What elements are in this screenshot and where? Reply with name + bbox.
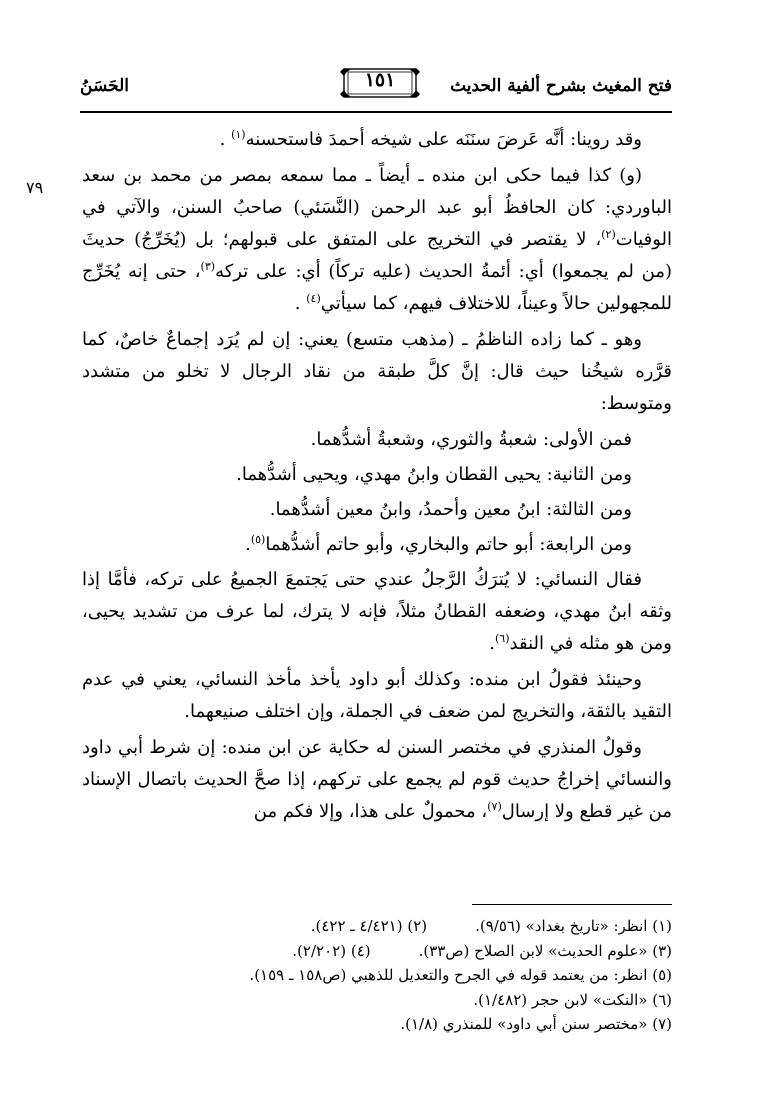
footnote: (٧) «مختصر سنن أبي داود» للمنذري (١/٨). xyxy=(400,1015,672,1033)
paragraph: ومن الثالثة: ابنُ معين وأحمدُ، وابنُ معين أشدُّهما. xyxy=(269,499,632,520)
page-number-frame xyxy=(338,66,422,100)
footnote-ref: (٥) xyxy=(250,533,266,546)
page-number: ١٥١ xyxy=(364,69,396,91)
section-title: الحَسَنُ xyxy=(80,76,129,96)
paragraph: ومن الثانية: يحيى القطان وابنُ مهدي، ويحيى أشدُّهما. xyxy=(236,464,632,485)
footnote-line xyxy=(90,939,672,964)
paragraph: وحينئذ فقولُ ابن منده: وكذلك أبو داود يأخذ مأخذ النسائي، يعني في عدم التقيد بالثقة، والتخريج لمن ضعف في الجملة، وإن اختلف صنيعهما. xyxy=(82,669,672,722)
footnote: (١) انظر: «تاريخ بغداد» (٩/٥٦). xyxy=(475,917,672,935)
margin-number: ٧٩ xyxy=(26,178,44,197)
paragraph: فقال النسائي: لا يُترَكُ الرَّجلُ عندي حتى يَجتمعَ الجميعُ على تركه، فأمَّا إذا وثقه ابنُ مهدي، وضعفه القطانُ مثلاً، فإنه لا يترك، لما عرف من تشديد يحيى، ومن هو مثله في النقد$^{(٦)}$. xyxy=(82,569,672,654)
footnote: (٤) (٢/٢٠٢). xyxy=(292,941,371,960)
book-title: فتح المغيث بشرح ألفية الحديث xyxy=(450,76,672,96)
footnote: (٦) «النكت» لابن حجر (١/٤٨٢). xyxy=(473,990,672,1009)
footnote: (٥) انظر: من يعتمد قوله في الجرح والتعديل للذهبي (ص١٥٨ ـ ١٥٩). xyxy=(249,966,672,984)
footnote-divider xyxy=(472,904,672,905)
footnote-ref: (٦) xyxy=(495,632,510,645)
footnote: (٢) (٤/٤٢١ ـ ٤٢٢). xyxy=(310,917,428,935)
footnotes xyxy=(90,914,672,1037)
footnote-ref: (١) xyxy=(231,128,246,141)
paragraph: (و) كذا فيما حكى ابن منده ـ أيضاً ـ مما سمعه بمصر من محمد بن سعد الباوردي: كان الحافظُ أبو عبد الرحمن (النَّسَئي) صاحبُ السنن، والآتي في الوفيات$^{(٢)}$، لا يقتصر في التخريج على المتفق على قبولهم؛ بل (يُخَرِّجُ) حديثَ (من لم يجمعوا) أي: أئمةُ الحديث (عليه تركاً) أي: على تركه$^{(٣)}$، حتى إنه يُخَرِّج للمجهولين حالاً وعيناً، للاختلاف فيهم، كما سيأتي$^{(٤)}$ . xyxy=(82,165,672,314)
footnote-ref: (٤) xyxy=(306,292,321,305)
header-divider xyxy=(80,111,672,113)
footnote-line xyxy=(90,914,672,939)
paragraph: وقولُ المنذري في مختصر السنن له حكاية عن ابن منده: إن شرط أبي داود والنسائي إخراجُ حديث قوم لم يجمع على تركهم، إذا صحَّ الحديث باتصال الإسناد من غير قطع ولا إرسال$^{(٧)}$، محمولٌ على هذا، وإلا فكم من xyxy=(82,737,672,822)
footnote-ref: (٣) xyxy=(200,260,216,273)
footnote-ref: (٢) xyxy=(601,228,616,241)
footnote-ref: (٧) xyxy=(487,800,502,813)
paragraph: ومن الرابعة: أبو حاتم والبخاري، وأبو حاتم أشدُّهما$^{(٥)}$. xyxy=(245,533,632,555)
paragraph: وقد روينا: أنَّه عَرضَ سنَنَه على شيخه أحمدَ فاستحسنه$^{(١)}$ . xyxy=(219,128,642,150)
paragraph: وهو ـ كما زاده الناظمُ ـ (مذهب متسع) يعني: إن لم يُرَد إجماعٌ خاصٌ، كما قرَّره شيخُنا حيث قال: إنَّ كلَّ طبقة من نقاد الرجال لا تخلو من متشدد ومتوسط: xyxy=(82,329,672,414)
main-text xyxy=(82,124,672,832)
running-header xyxy=(80,66,672,110)
footnote: (٣) «علوم الحديث» لابن الصلاح (ص٣٣). xyxy=(418,941,672,960)
paragraph: فمن الأولى: شعبةُ والثوري، وشعبةُ أشدُّهما. xyxy=(310,429,632,450)
